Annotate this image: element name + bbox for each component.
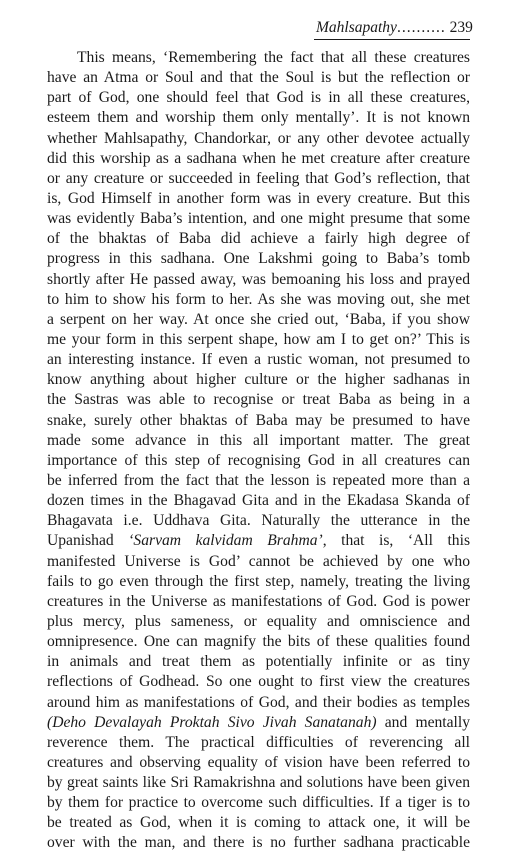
text-line — [47, 270, 470, 290]
line-text: part of God, one should feel that God is in all these creatures, — [47, 89, 470, 107]
line-text: manifested Universe is God’ cannot be achieved by one who — [47, 552, 470, 570]
line-text: me your form in this serpent shape, how am I to get on?’ This is — [47, 330, 470, 348]
text-line — [47, 733, 470, 753]
line-text: have an Atma or Soul and that the Soul is but the reflection or — [47, 69, 470, 87]
text-line — [47, 290, 470, 310]
text-line — [47, 693, 470, 713]
text-line — [47, 249, 470, 269]
line-text: be treated as God, when it is coming to attack one, it will be — [47, 814, 470, 832]
text-line — [47, 552, 470, 572]
text-line — [47, 149, 470, 169]
dot-leader: .......... — [396, 19, 446, 36]
text-line — [47, 229, 470, 249]
line-text: whether Mahlsapathy, Chandorkar, or any other devotee actually — [47, 129, 470, 147]
line-text: snake, surely other bhaktas of Baba may be presumed to have — [47, 411, 470, 429]
line-text: by them for practice to overcome such difficulties. If a tiger is to — [47, 794, 470, 812]
header-rule — [314, 39, 470, 40]
text-line — [47, 330, 470, 350]
line-text: the Sastras was able to recognise or treat Baba as being in a — [47, 391, 470, 409]
text-line — [47, 652, 470, 672]
text-line — [47, 612, 470, 632]
chapter-title: Mahlsapathy — [316, 19, 397, 36]
text-line — [47, 471, 470, 491]
text-line — [47, 451, 470, 471]
line-text: omnipresence. One can magnify the bits of these qualities found — [47, 633, 470, 651]
line-text: fails to go even through the first step, namely, treating the living — [47, 572, 470, 590]
text-line — [47, 773, 470, 793]
text-line — [47, 632, 470, 652]
text-line — [47, 411, 470, 431]
line-text: , that is, ‘All this — [322, 532, 470, 550]
text-line — [47, 672, 470, 692]
line-text: by great saints like Sri Ramakrishna and solutions have been given — [47, 774, 470, 792]
line-text: shortly after He passed away, was bemoaning his loss and prayed — [47, 270, 470, 288]
line-text: a serpent on her way. At once she cried out, ‘Baba, if you show — [47, 310, 470, 328]
line-text: be inferred from the fact that the lesson is repeated more than a — [47, 471, 470, 489]
text-line — [47, 491, 470, 511]
line-text: of the bhaktas of Baba did achieve a fairly high degree of — [47, 230, 470, 248]
text-line — [47, 310, 470, 330]
text-line — [47, 833, 470, 853]
text-line — [47, 592, 470, 612]
line-text: reflections of Godhead. So one ought to first view the creatures — [47, 673, 470, 691]
text-line — [47, 531, 470, 551]
line-text: to him to show his form to her. As she was moving out, she met — [47, 290, 470, 308]
italic-phrase: (Deho Devalayah Proktah Sivo Jivah Sanatanah) — [47, 713, 377, 731]
text-line — [47, 108, 470, 128]
text-line — [47, 572, 470, 592]
line-text: This means, ‘Remembering the fact that all these creatures — [77, 49, 470, 66]
line-text: in animals and treat them as potentially infinite or as tiny — [47, 653, 470, 671]
line-text: plus mercy, plus sameness, or equality and omniscience and — [47, 612, 470, 630]
text-line — [47, 713, 470, 733]
text-line — [47, 793, 470, 813]
text-line — [47, 370, 470, 390]
text-line — [47, 390, 470, 410]
line-text: esteem them and worship them only mentally’. It is not known — [47, 109, 470, 127]
text-line — [47, 48, 470, 68]
line-text: importance of this step of recognising God in all creatures can — [47, 451, 470, 469]
text-line — [47, 511, 470, 531]
line-text: progress in this sadhana. One Lakshmi going to Baba’s tomb — [47, 250, 470, 268]
text-line — [47, 129, 470, 149]
line-text: know anything about higher culture or the higher sadhanas in — [47, 371, 470, 389]
text-line — [47, 68, 470, 88]
text-line — [47, 169, 470, 189]
line-text: reverence them. The practical difficulties of reverencing all — [47, 733, 470, 751]
running-head — [316, 18, 473, 38]
line-text: an interesting instance. If even a rustic woman, not presumed to — [47, 351, 470, 369]
text-line — [47, 88, 470, 108]
line-text: Upanishad — [47, 532, 129, 550]
line-text: creatures and observing equality of vision have been referred to — [47, 753, 470, 771]
text-line — [47, 350, 470, 370]
text-line — [47, 431, 470, 451]
line-text: made some advance in this all important matter. The great — [47, 431, 470, 449]
text-line — [47, 813, 470, 833]
text-line — [47, 753, 470, 773]
line-text: or any creature or succeeded in feeling that God’s reflection, that — [47, 169, 470, 187]
line-text: around him as manifestations of God, and their bodies as temples — [47, 693, 470, 711]
line-text: is, God Himself in another form was in every creature. But this — [47, 189, 470, 207]
line-text: dozen times in the Bhagavad Gita and in the Ekadasa Skanda of — [47, 492, 470, 510]
line-text: over with the man, and there is no further sadhana practicable — [47, 834, 470, 852]
line-text: creatures in the Universe as manifestations of God. God is power — [47, 592, 470, 610]
italic-phrase: ‘Sarvam kalvidam Brahma’ — [128, 532, 323, 550]
text-line — [47, 209, 470, 229]
text-line — [47, 189, 470, 209]
page-number: 239 — [449, 19, 473, 36]
line-text: was evidently Baba’s intention, and one might presume that some — [47, 210, 470, 228]
line-text: and mentally — [376, 713, 470, 731]
line-text: did this worship as a sadhana when he met creature after creature — [47, 149, 470, 167]
line-text: Bhagavata i.e. Uddhava Gita. Naturally the utterance in the — [47, 512, 470, 530]
body-paragraph — [47, 48, 470, 854]
